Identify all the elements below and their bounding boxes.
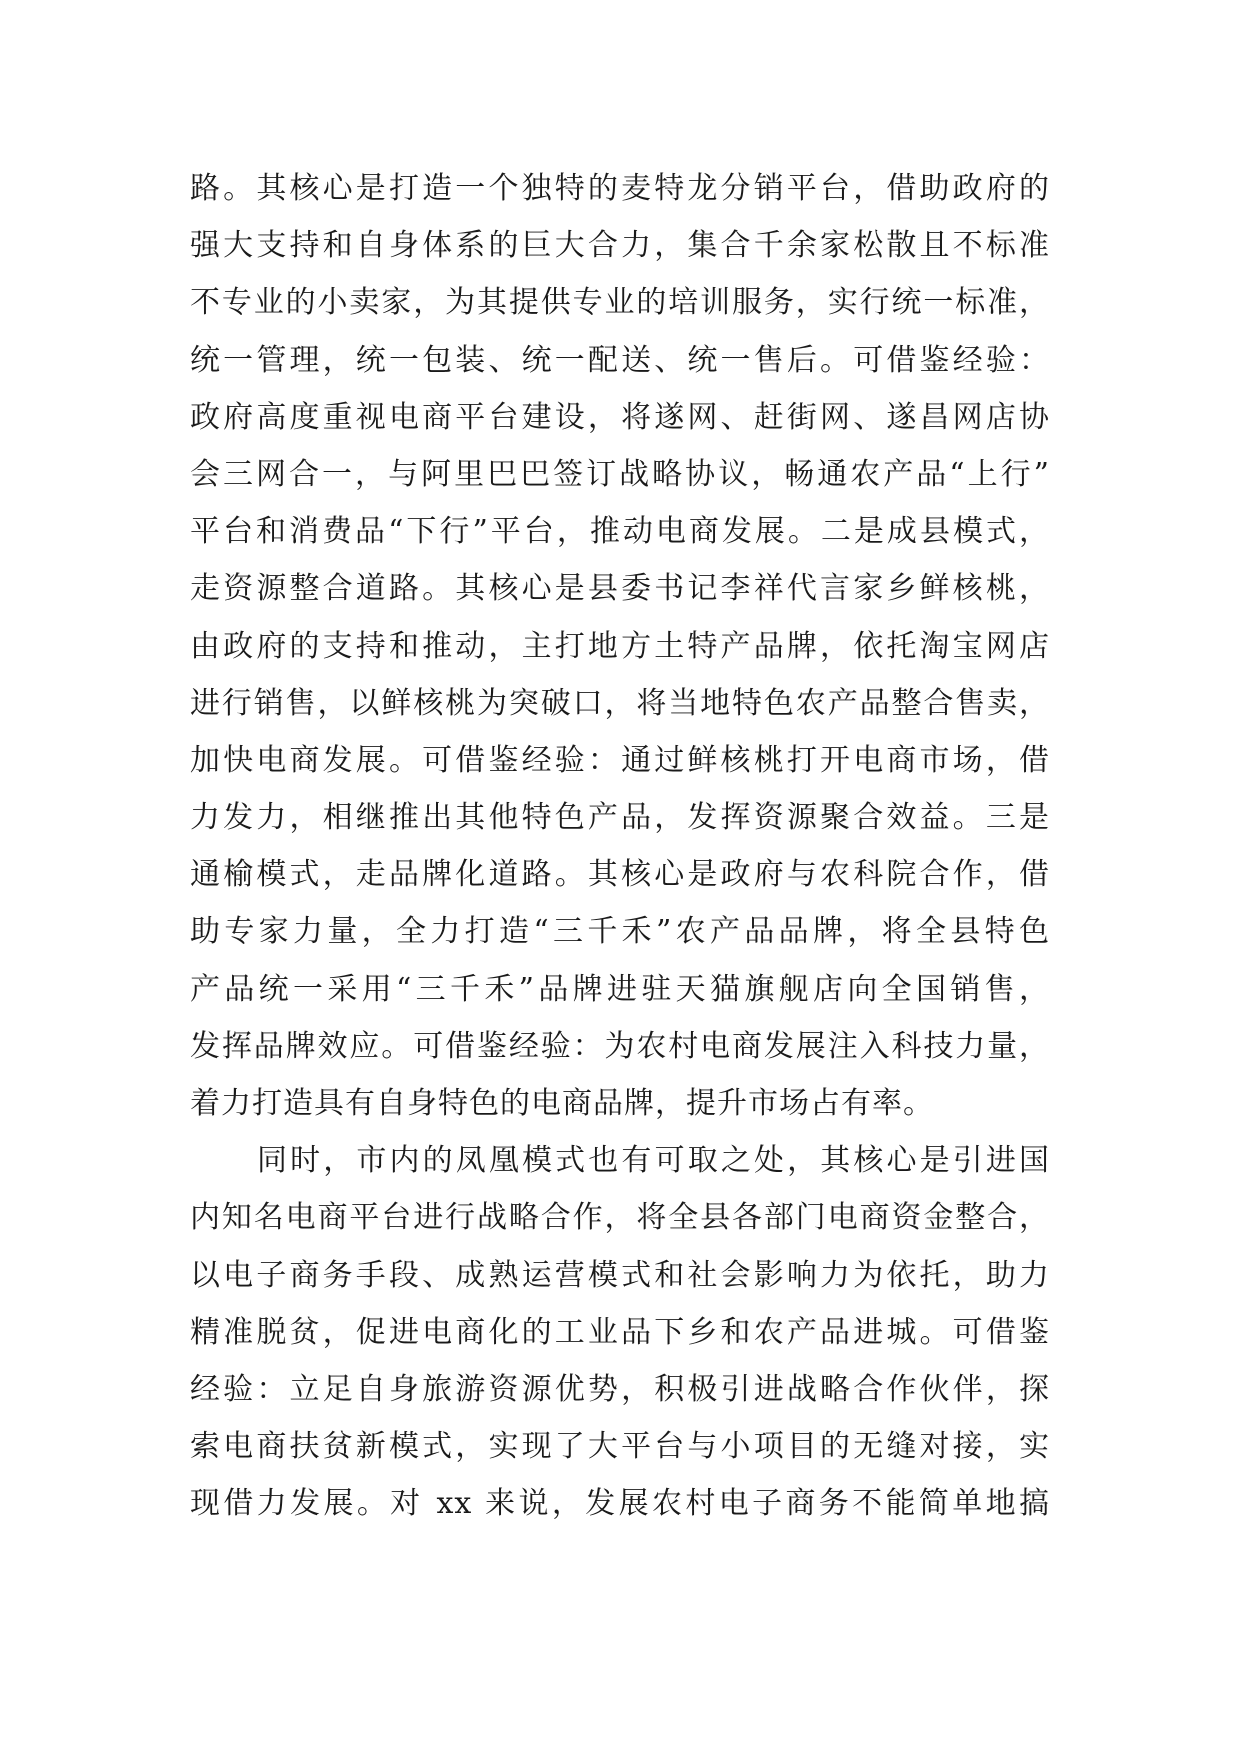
text-line: 会三网合一，与阿里巴巴签订战略协议，畅通农产品“上行”	[190, 456, 1050, 492]
text-line: 政府高度重视电商平台建设，将遂网、赶街网、遂昌网店协	[190, 399, 1050, 435]
body-text	[190, 160, 1050, 1533]
text-line: 平台和消费品“下行”平台，推动电商发展。二是成县模式，	[190, 514, 1050, 550]
text-line: 强大支持和自身体系的巨大合力，集合千余家松散且不标准	[190, 228, 1050, 264]
text-line: 现借力发展。对 xx 来说，发展农村电子商务不能简单地搞	[190, 1486, 1050, 1522]
text-line: 加快电商发展。可借鉴经验：通过鲜核桃打开电商市场，借	[190, 742, 1050, 778]
text-line: 经验：立足自身旅游资源优势，积极引进战略合作伙伴，探	[190, 1371, 1050, 1407]
text-line: 统一管理，统一包装、统一配送、统一售后。可借鉴经验：	[190, 342, 1050, 378]
text-line: 力发力，相继推出其他特色产品，发挥资源聚合效益。三是	[190, 800, 1050, 836]
text-line: 发挥品牌效应。可借鉴经验：为农村电商发展注入科技力量，	[190, 1028, 1050, 1064]
text-line: 由政府的支持和推动，主打地方土特产品牌，依托淘宝网店	[190, 628, 1050, 664]
paragraph-first-line: 同时，市内的凤凰模式也有可取之处，其核心是引进国	[257, 1143, 1050, 1179]
text-line: 索电商扶贫新模式，实现了大平台与小项目的无缝对接，实	[190, 1429, 1050, 1465]
text-line: 精准脱贫，促进电商化的工业品下乡和农产品进城。可借鉴	[190, 1314, 1050, 1350]
text-line: 助专家力量，全力打造“三千禾”农产品品牌，将全县特色	[190, 914, 1050, 950]
text-line: 路。其核心是打造一个独特的麦特龙分销平台，借助政府的	[190, 171, 1050, 206]
text-line: 不专业的小卖家，为其提供专业的培训服务，实行统一标准，	[190, 285, 1050, 321]
text-line: 产品统一采用“三千禾”品牌进驻天猫旗舰店向全国销售，	[190, 971, 1050, 1007]
text-line: 内知名电商平台进行战略合作，将全县各部门电商资金整合，	[190, 1200, 1050, 1236]
paragraph-last-line: 着力打造具有自身特色的电商品牌，提升市场占有率。	[190, 1086, 934, 1121]
text-line: 进行销售，以鲜核桃为突破口，将当地特色农产品整合售卖，	[190, 685, 1050, 721]
text-line: 通榆模式，走品牌化道路。其核心是政府与农科院合作，借	[190, 857, 1050, 893]
text-line: 走资源整合道路。其核心是县委书记李祥代言家乡鲜核桃，	[190, 571, 1050, 607]
text-line: 以电子商务手段、成熟运营模式和社会影响力为依托，助力	[190, 1257, 1050, 1293]
